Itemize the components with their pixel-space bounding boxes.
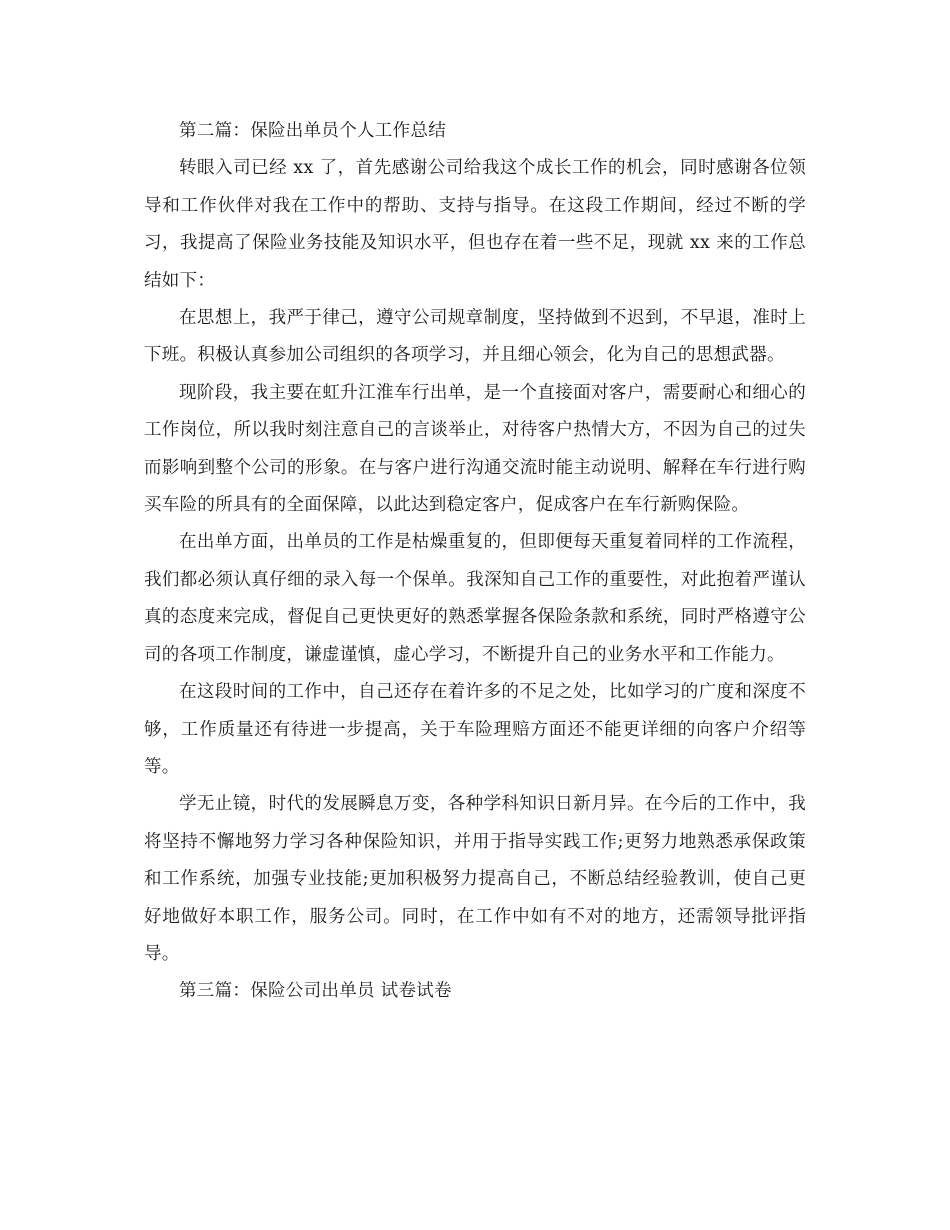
paragraph-intro: 转眼入司已经 xx 了，首先感谢公司给我这个成长工作的机会，同时感谢各位领导和工作伙伴对我在工作中的帮助、支持与指导。在这段工作期间，经过不断的学习，我提高了保险业务技能及知识水平，但也存在着一些不足，现就 xx 来的工作总结如下： xyxy=(144,158,806,291)
paragraph-shortcomings: 在这段时间的工作中，自己还存在着许多的不足之处，比如学习的广度和深度不够，工作质量还有待进一步提高，关于车险理赔方面还不能更详细的向客户介绍等等。 xyxy=(144,682,806,777)
paragraph-outlook: 学无止镜，时代的发展瞬息万变，各种学科知识日新月异。在今后的工作中，我将坚持不懈地努力学习各种保险知识，并用于指导实践工作;更努力地熟悉承保政策和工作系统，加强专业技能;更加积极努力提高自己，不断总结经验教训，使自己更好地做好本职工作，服务公司。同时，在工作中如有不对的地方，还需领导批评指导。 xyxy=(144,794,806,964)
paragraph-current-stage: 现阶段，我主要在虹升江淮车行出单，是一个直接面对客户，需要耐心和细心的工作岗位，所以我时刻注意自己的言谈举止，对待客户热情大方，不因为自己的过失而影响到整个公司的形象。在与客户进行沟通交流时能主动说明、解释在车行进行购买车险的所具有的全面保障，以此达到稳定客户，促成客户在车行新购保险。 xyxy=(144,382,806,516)
document-body xyxy=(144,113,806,1011)
section-heading-2: 第二篇：保险出单员个人工作总结 xyxy=(179,121,446,141)
paragraph-issuing: 在出单方面，出单员的工作是枯燥重复的，但即便每天重复着同样的工作流程，我们都必须认真仔细的录入每一个保单。我深知自己工作的重要性，对此抱着严谨认真的态度来完成，督促自己更快更好的熟悉掌握各保险条款和系统，同时严格遵守公司的各项工作制度，谦虚谨慎，虚心学习，不断提升自己的业务水平和工作能力。 xyxy=(144,532,806,665)
section-heading-3: 第三篇：保险公司出单员 试卷试卷 xyxy=(179,981,452,1002)
paragraph-thinking: 在思想上，我严于律己，遵守公司规章制度，坚持做到不迟到，不早退，准时上下班。积极认真参加公司组织的各项学习，并且细心领会，化为自己的思想武器。 xyxy=(144,308,806,366)
